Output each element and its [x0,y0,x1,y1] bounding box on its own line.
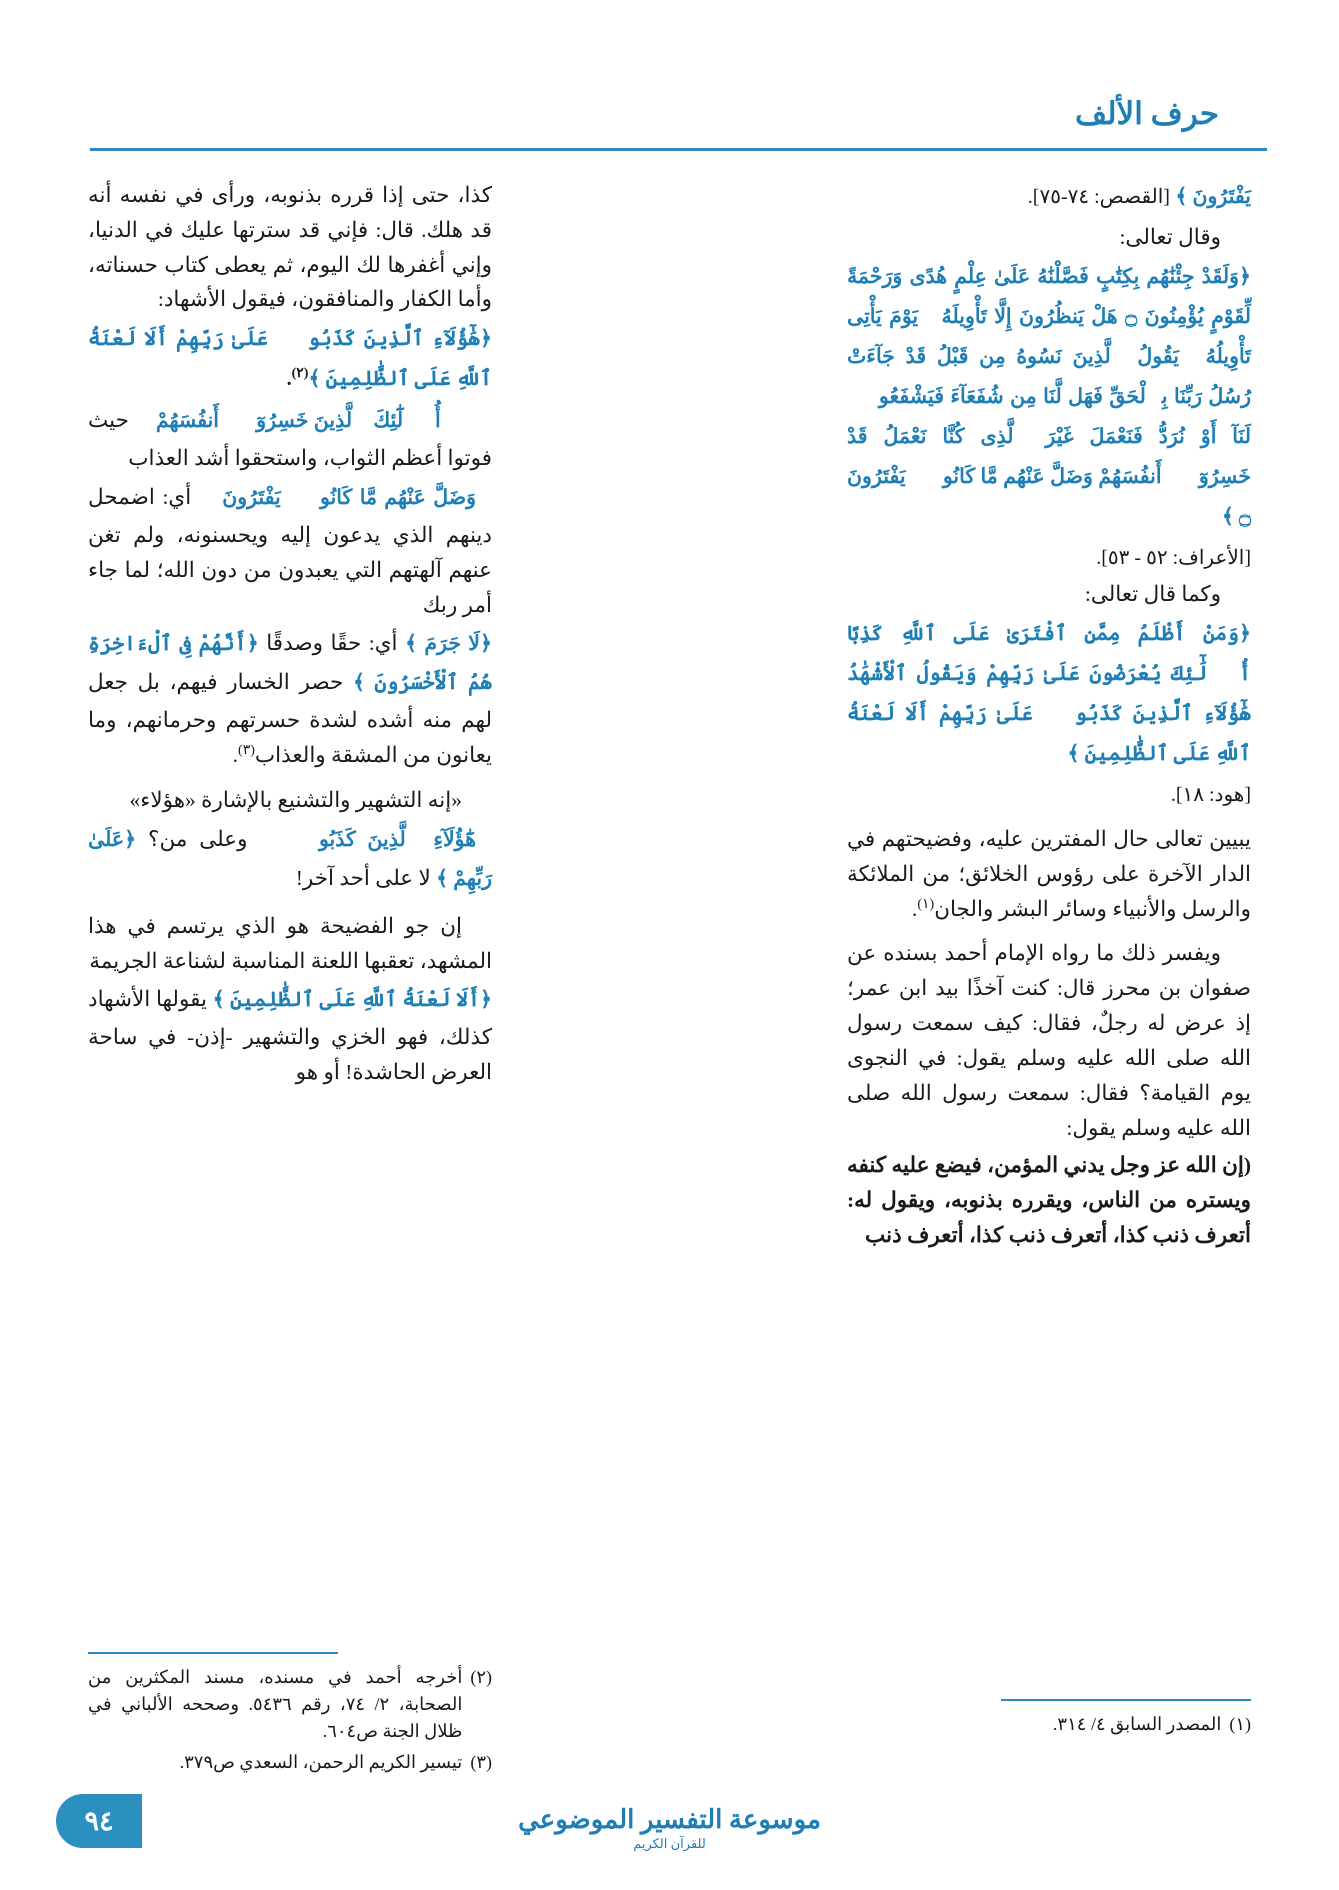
footnote-divider [88,1652,338,1654]
quran-passage-3 [88,320,492,400]
body-text: أي: اضمحل دينهم الذي يدعون إليه ويحسنونه، ولم تغن عنهم آلهتهم التي يعبدون من دون الله؛ لما جاء أمر ربك [88,485,492,617]
paragraph-mixed-2 [88,479,492,622]
footnotes-right [847,1699,1251,1742]
footnote-number: (٣) [470,1752,492,1772]
footnote-marker: (١) [917,896,935,912]
footnote-number: (٢) [470,1667,492,1687]
reference-text: [الأعراف: ٥٢ - ٥٣]. [1096,546,1251,569]
quran-text: يَفْتَرُونَ ﴾ [1175,186,1251,208]
quran-text-2: ﴿أَنَّهُمْ فِى ٱلْءَاخِرَةِ هُمُ ٱلْأَخْسَرُونَ ﴾ [88,633,492,695]
body-text: يقولها الأشهاد كذلك، فهو الخزي والتشهير -إذن- في ساحة العرض الحاشدة! أو هو [88,987,492,1085]
paragraph-mixed-3 [88,625,492,773]
page-number-badge: ٩٤ [56,1794,142,1848]
body-text: يبيين تعالى حال المفترين عليه، وفضيحتهم في الدار الآخرة على رؤوس الخلائق؛ من الملائكة والرسل والأنبياء وسائر البشر والجان [847,826,1251,921]
quran-text: ﴿أَلَا لَعْنَةُ ٱللَّهِ عَلَى ٱلظَّٰلِمِينَ ﴾ [212,989,493,1012]
quran-passage-2: ﴿وَمَنْ أَظْلَمُ مِمَّنِ ٱفْتَرَىٰ عَلَى ٱللَّهِ كَذِبًا أُو۟لَٰٓئِكَ يُعْرَضُونَ عَلَىٰ رَبِّهِمْ وَيَقُولُ ٱلْأَشْهَٰدُ هَٰٓؤُلَآءِ ٱلَّذِينَ كَذَبُوا۟ عَلَىٰ رَبِّهِمْ أَلَا لَعْنَةُ ٱللَّهِ عَلَى ٱلظَّٰلِمِينَ ﴾ [847,623,1251,766]
body-text-2: لا على أحد آخر! [295,865,431,890]
paragraph-mixed-1 [88,402,492,476]
logo-subtitle: للقرآن الكريم [633,1836,706,1851]
paragraph-commentary-1: «إنه التشهير والتشنيع بالإشارة «هؤلاء» [129,787,462,812]
footnote-text: المصدر السابق ٤/ ٣١٤. [1052,1714,1222,1734]
paragraph-lead: وقال تعالى: [1119,224,1221,249]
paragraph-mixed-4 [88,821,492,899]
footnote-item [88,1664,492,1745]
page-title: حرف الألف [1075,96,1219,131]
paragraph-body-1 [847,822,1251,926]
quran-text: ﴿ أُو۟لَٰٓئِكَ ٱلَّذِينَ خَسِرُوٓا۟ أَنفُسَهُمْ ﴾ [134,410,463,433]
footnotes-left [88,1652,492,1780]
body-text-2: حصر الخسار فيهم، بل جعل لهم منه أشده لشدة حسرتهم وحرمانهم، وما يعانون من المشقة والعذاب [88,670,492,768]
body-text: حيث فوتوا أعظم الثواب، واستحقوا أشد العذاب [88,408,492,471]
paragraph-hadith: (إن الله عز وجل يدني المؤمن، فيضع عليه كنفه ويستره من الناس، ويقرره بذنوبه، ويقول له: أتعرف ذنب كذا، أتعرف ذنب كذا، أتعرف ذنب [847,1153,1251,1248]
body-text: وعلى من؟ [148,826,248,851]
footnote-divider [1001,1699,1251,1701]
footnote-marker: (٣) [238,742,255,758]
footnote-item [88,1749,492,1776]
body-tail: . [232,743,239,768]
paragraph-continued: كذا، حتى إذا قرره بذنوبه، ورأى في نفسه أنه قد هلك. قال: فإني قد سترتها عليك في الدنيا، وإني أغفرها لك اليوم، ثم يعطى كتاب حسناته، وأما الكفار والمنافقون، فيقول الأشهاد: [88,183,492,312]
paragraph-quran-ref [847,178,1251,217]
footnote-item [847,1711,1251,1738]
page-header [60,96,1279,158]
footer-logo [0,1805,1339,1852]
paragraph-commentary-2: إن جو الفضيحة هو الذي يرتسم في هذا المشهد، تعقبها اللعنة المناسبة لشناعة الجريمة [88,913,492,973]
body-tail: . [911,896,918,921]
footnote-text: تيسير الكريم الرحمن، السعدي ص٣٧٩. [179,1752,463,1772]
quran-text: ﴿هَٰٓؤُلَآءِ ٱلَّذِينَ كَذَبُوا۟ ﴾ [259,828,493,851]
column-left [88,178,492,1093]
quran-reference-araf [847,540,1251,575]
body-tail: . [286,368,292,391]
reference-text: [هود: ١٨]. [1170,784,1251,807]
footnote-marker: (٢) [291,366,309,382]
paragraph-lead-2: وكما قال تعالى: [1084,582,1221,607]
paragraph-mixed-5 [88,981,492,1090]
footnote-number: (١) [1229,1714,1251,1734]
quran-text: ﴿لَا جَرَمَ ﴾ [405,633,493,656]
quran-reference: [القصص: ٧٤-٧٥]. [1027,186,1170,208]
quran-text-2: ﴿عَلَىٰ رَبِّهِمْ ﴾ [88,828,492,890]
quran-passage: ﴿وَلَقَدْ جِئْنَٰهُم بِكِتَٰبٍ فَصَّلْنَٰهُ عَلَىٰ عِلْمٍ هُدًى وَرَحْمَةً لِّقَوْمٍ يُؤْمِنُونَ ۝ هَلْ يَنظُرُونَ إِلَّا تَأْوِيلَهُۥ يَوْمَ يَأْتِى تَأْوِيلُهُۥ يَقُولُ ٱلَّذِينَ نَسُوهُ مِن قَبْلُ قَدْ جَآءَتْ رُسُلُ رَبِّنَا بِٱلْحَقِّ فَهَل لَّنَا مِن شُفَعَآءَ فَيَشْفَعُوا۟ لَنَآ أَوْ نُرَدُّ فَنَعْمَلَ غَيْرَ ٱلَّذِى كُنَّا نَعْمَلُ قَدْ خَسِرُوٓا۟ أَنفُسَهُمْ وَضَلَّ عَنْهُم مَّا كَانُوا۟ يَفْتَرُونَ ۝ ﴾ [847,265,1251,528]
quran-text: ﴿هَٰٓؤُلَآءِ ٱلَّذِينَ كَذَبُوا۟ عَلَىٰ رَبِّهِمْ أَلَا لَعْنَةُ ٱللَّهِ عَلَى ٱلظَّٰلِمِينَ ﴾ [88,328,492,391]
body-text: أي: حقًا وصدقًا [266,631,398,656]
paragraph-body-2: ويفسر ذلك ما رواه الإمام أحمد بسنده عن صفوان بن محرز قال: كنت آخذًا بيد ابن عمر؛ إذ عرض له رجلٌ، فقال: كيف سمعت رسول الله صلى الله عليه وسلم يقول: في النجوى يوم القيامة؟ فقال: سمعت رسول الله صلى الله عليه وسلم يقول: [847,941,1251,1140]
footnote-text: أخرجه أحمد في مسنده، مسند المكثرين من الصحابة، ٢/ ٧٤، رقم ٥٤٣٦. وصححه الألباني في ظلال الجنة ص٦٠٤. [88,1667,463,1741]
header-divider [90,148,1267,151]
logo-title: موسوعة التفسير الموضوعي [518,1805,821,1834]
column-right [847,178,1251,1256]
quran-text: ﴿وَضَلَّ عَنْهُم مَّا كَانُوا۟ يَفْتَرُونَ ﴾ [198,487,492,510]
quran-reference-hud [847,777,1251,812]
